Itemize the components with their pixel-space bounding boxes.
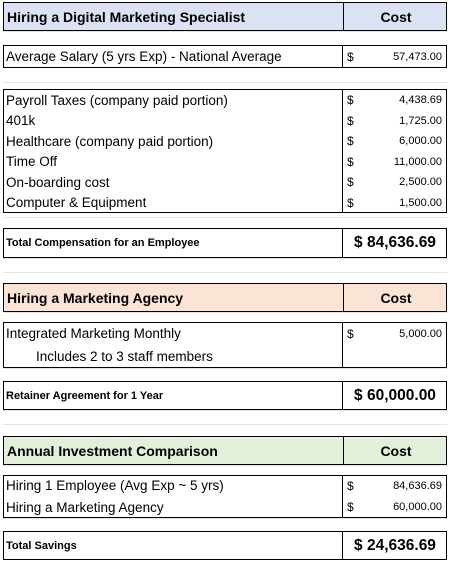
gridline <box>3 312 447 313</box>
salary-cost-cell <box>342 45 447 68</box>
item-label: 401k <box>6 113 36 129</box>
gridline <box>3 465 447 466</box>
item-amount: 11,000.00 <box>393 155 442 168</box>
item-cost-cell <box>342 193 447 214</box>
section3-cost-header: Cost <box>343 437 448 464</box>
table-row <box>3 172 447 193</box>
currency-symbol: $ <box>347 175 354 190</box>
currency-symbol: $ <box>347 195 354 210</box>
item-amount: 4,438.69 <box>399 94 442 107</box>
currency-symbol: $ <box>347 326 354 341</box>
currency-symbol: $ <box>347 500 354 515</box>
item-label: On-boarding cost <box>6 174 110 190</box>
currency-symbol: $ <box>347 93 354 108</box>
total1-row <box>3 228 447 258</box>
agency-item-label: Integrated Marketing Monthly <box>6 326 181 341</box>
item-amount: 6,000.00 <box>399 135 442 148</box>
total1-label: Total Compensation for an Employee <box>6 237 200 249</box>
item-label: Computer & Equipment <box>6 195 147 211</box>
item-cost-cell <box>342 152 447 173</box>
gridline <box>3 217 447 218</box>
item-cost-cell <box>342 172 447 193</box>
table-row <box>3 475 447 497</box>
agency-cost-cell <box>342 322 447 345</box>
total3-label: Total Savings <box>6 539 77 552</box>
item-cost-cell <box>342 111 447 132</box>
section2-title: Hiring a Marketing Agency <box>7 289 184 306</box>
section1-header-row <box>3 2 447 31</box>
agency-note: Includes 2 to 3 staff members <box>36 348 213 364</box>
currency-symbol: $ <box>347 154 354 169</box>
salary-amount: 57,473.00 <box>393 50 442 63</box>
salary-row <box>3 45 447 68</box>
item-label: Payroll Taxes (company paid portion) <box>6 92 228 108</box>
agency-item-row <box>3 322 447 345</box>
gridline <box>3 410 447 411</box>
comparison-amount: 60,000.00 <box>393 501 442 514</box>
gridline <box>3 518 447 519</box>
gridline <box>3 258 447 259</box>
item-amount: 1,500.00 <box>399 196 442 209</box>
total3-amount: $ 24,636.69 <box>342 531 447 560</box>
table-row <box>3 131 447 152</box>
comparison-cost-cell <box>342 475 447 497</box>
item-label: Healthcare (company paid portion) <box>6 133 214 149</box>
spreadsheet <box>3 2 447 560</box>
salary-label: Average Salary (5 yrs Exp) - National Average <box>6 49 282 64</box>
table-row <box>3 90 447 111</box>
table-row <box>3 152 447 173</box>
section1-title: Hiring a Digital Marketing Specialist <box>7 8 246 25</box>
currency-symbol: $ <box>347 478 354 493</box>
currency-symbol: $ <box>347 49 354 64</box>
total2-amount: $ 60,000.00 <box>342 381 447 410</box>
item-amount: 1,725.00 <box>399 114 442 127</box>
total3-row <box>3 531 447 560</box>
currency-symbol: $ <box>347 134 354 149</box>
agency-amount: 5,000.00 <box>399 327 442 340</box>
table-row <box>3 111 447 132</box>
table-row <box>3 193 447 214</box>
item-label: Time Off <box>6 154 58 170</box>
total1-amount: $ 84,636.69 <box>342 228 447 258</box>
table-row <box>3 497 447 519</box>
comparison-cost-cell <box>342 497 447 519</box>
section2-header-row <box>3 283 447 312</box>
item-cost-cell <box>342 90 447 111</box>
gridline <box>3 82 447 83</box>
gridline <box>3 424 447 425</box>
item-amount: 2,500.00 <box>399 176 442 189</box>
section3-title: Annual Investment Comparison <box>7 442 218 459</box>
gridline <box>3 31 447 32</box>
section3-header-row <box>3 436 447 465</box>
comparison-label: Hiring 1 Employee (Avg Exp ~ 5 yrs) <box>6 478 224 494</box>
total2-label: Retainer Agreement for 1 Year <box>6 389 164 402</box>
comparison-amount: 84,636.69 <box>393 479 442 492</box>
currency-symbol: $ <box>347 113 354 128</box>
gridline <box>3 272 447 273</box>
total2-row <box>3 381 447 410</box>
section2-cost-header: Cost <box>343 284 448 311</box>
gridline <box>3 368 447 369</box>
section1-cost-header: Cost <box>343 3 448 30</box>
agency-note-row <box>3 345 447 367</box>
item-cost-cell <box>342 131 447 152</box>
comparison-label: Hiring a Marketing Agency <box>6 499 164 515</box>
